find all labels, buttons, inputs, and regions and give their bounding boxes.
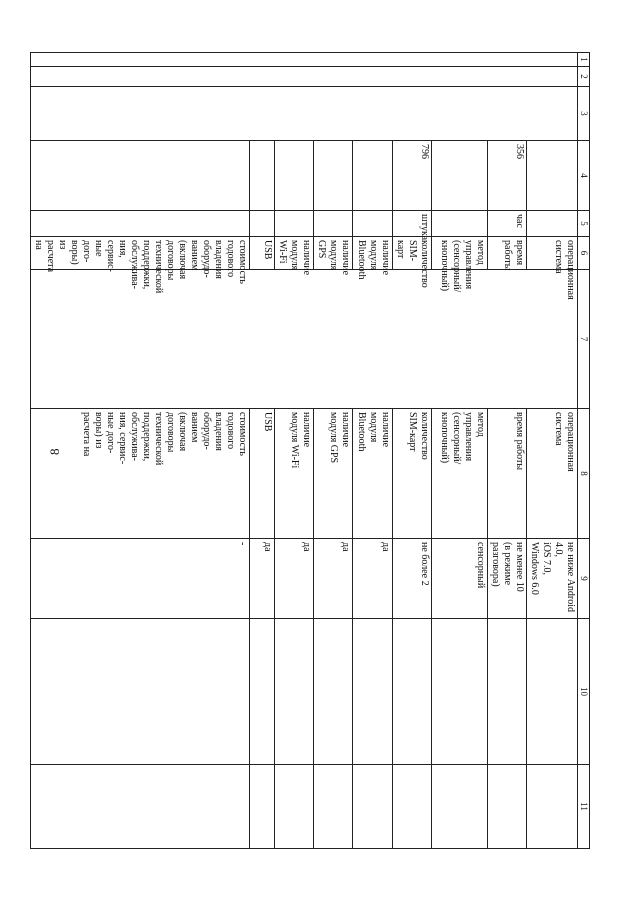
- cell-unit: [393, 211, 432, 241]
- cell-text: операционная система: [553, 412, 576, 472]
- cell-unit: [432, 211, 488, 237]
- cell-col11: [527, 765, 578, 849]
- cell-parameter: [31, 237, 250, 294]
- cell-text: час: [514, 214, 525, 228]
- cell-text: сенсорный: [475, 542, 486, 589]
- cell-text: не более 2: [419, 542, 430, 586]
- page-number: 8: [47, 448, 62, 455]
- cell-col11: [432, 765, 488, 849]
- cell-text: USB: [262, 412, 273, 432]
- cell-col11: [488, 765, 527, 849]
- cell-parameter: [275, 237, 314, 276]
- cell-col11: [314, 765, 353, 849]
- table-row: [393, 53, 432, 849]
- cell-code: [314, 141, 353, 211]
- cell-text: наличие модуля Wi-Fi: [277, 240, 312, 276]
- cell-col11: [353, 765, 393, 849]
- cell-col11: [31, 765, 250, 849]
- cell-text: время работы: [514, 412, 525, 471]
- cell-value: [527, 539, 578, 619]
- cell-text: количество SIM-карт: [407, 412, 430, 460]
- cell-text: штука: [419, 214, 430, 241]
- cell-text: да: [340, 542, 351, 552]
- cell-parameter: [353, 237, 393, 280]
- cell-text: стоимость годового владения оборудо- ванием (включая договоры технической поддержки, обслужива- ния, сервис- ные дого- воры) из расчета на: [33, 240, 248, 294]
- cell-text: да: [262, 542, 273, 552]
- cell-text: наличие модуля Bluetooth: [356, 412, 391, 452]
- cell-col2: [31, 67, 578, 87]
- cell-unit: [31, 211, 250, 237]
- cell-parameter: [527, 409, 578, 539]
- cell-value: [275, 539, 314, 619]
- column-number-row: [578, 53, 590, 849]
- table-row: [353, 53, 393, 849]
- cell-value: [393, 539, 432, 619]
- cell-text: время работы: [502, 240, 525, 271]
- cell-value: [250, 539, 275, 619]
- cell-value: [353, 539, 393, 619]
- cell-col10: [527, 619, 578, 765]
- table-row: [31, 53, 250, 849]
- table-row: [250, 53, 275, 849]
- cell-col10: [250, 619, 275, 765]
- table-row: [275, 53, 314, 849]
- table-row: [527, 53, 578, 849]
- cell-code: [527, 141, 578, 211]
- cell-text: не менее 10 (в режиме разговора): [490, 542, 525, 592]
- cell-parameter: [432, 409, 488, 539]
- cell-text: наличие модуля GPS: [316, 240, 351, 276]
- cell-code: [488, 141, 527, 211]
- column-number: 11: [578, 765, 590, 849]
- cell-value: [488, 539, 527, 619]
- cell-col10: [314, 619, 353, 765]
- cell-parameter: [488, 237, 527, 270]
- cell-parameter: [250, 237, 275, 270]
- cell-text: метод управления (сенсорный/ кнопочный): [439, 412, 486, 465]
- table-row: [488, 53, 527, 849]
- column-number: 3: [578, 87, 590, 141]
- cell-parameter: [393, 237, 432, 288]
- cell-parameter: [432, 237, 488, 293]
- cell-text: наличие модуля Bluetooth: [356, 240, 391, 280]
- cell-value: [31, 539, 250, 619]
- cell-code: [250, 141, 275, 211]
- cell-col11: [393, 765, 432, 849]
- cell-text: метод управления (сенсорный/ кнопочный): [439, 240, 486, 293]
- cell-parameter: [314, 409, 353, 539]
- cell-col11: [275, 765, 314, 849]
- column-number: 8: [578, 409, 590, 539]
- spec-table-rotated: [33, 52, 590, 848]
- cell-col11: [250, 765, 275, 849]
- cell-unit: [353, 211, 393, 237]
- cell-parameter: [527, 237, 578, 300]
- cell-code: [275, 141, 314, 211]
- column-number: 4: [578, 141, 590, 211]
- cell-col10: [432, 619, 488, 765]
- cell-code: [31, 141, 250, 211]
- cell-text: USB: [262, 240, 273, 260]
- cell-parameter: [353, 409, 393, 539]
- cell-text: наличие модуля Wi-Fi: [289, 412, 312, 469]
- cell-unit: [527, 211, 578, 237]
- cell-col10: [31, 619, 250, 765]
- table-row: [314, 53, 353, 849]
- spec-table: [30, 52, 590, 849]
- cell-parameter: [275, 409, 314, 539]
- cell-unit: [314, 211, 353, 237]
- cell-code: [393, 141, 432, 211]
- column-number: 1: [578, 53, 590, 67]
- cell-text: количество SIM-карт: [395, 240, 430, 288]
- cell-col3: [31, 87, 578, 141]
- cell-parameter: [488, 409, 527, 539]
- cell-value: [314, 539, 353, 619]
- cell-text: наличие модуля GPS: [328, 412, 351, 464]
- cell-text: 356: [514, 144, 525, 159]
- cell-text: да: [380, 542, 391, 552]
- cell-unit: [275, 211, 314, 237]
- table-row: [432, 53, 488, 849]
- column-number: 5: [578, 211, 590, 237]
- cell-col10: [393, 619, 432, 765]
- column-number: 7: [578, 270, 590, 409]
- cell-code: [432, 141, 488, 211]
- cell-value: [432, 539, 488, 619]
- cell-text: -: [237, 542, 248, 546]
- cell-text: 796: [419, 144, 430, 159]
- column-number: 2: [578, 67, 590, 87]
- cell-col10: [488, 619, 527, 765]
- cell-unit: [488, 211, 527, 237]
- column-number: 10: [578, 619, 590, 765]
- cell-text: да: [301, 542, 312, 552]
- cell-col10: [353, 619, 393, 765]
- column-number: 6: [578, 237, 590, 270]
- cell-text: не ниже Android 4.0, iOS 7.0, Windows 6.0: [529, 542, 576, 613]
- column-number: 9: [578, 539, 590, 619]
- cell-col10: [275, 619, 314, 765]
- cell-text: стоимость годового владения оборудо- ванием (включая договоры технической поддержки, обслужива- ния, сервис- ные дого- воры) из расчета на: [81, 412, 248, 466]
- cell-parameter: [393, 409, 432, 539]
- cell-col7: [31, 270, 578, 409]
- cell-unit: [250, 211, 275, 237]
- cell-text: операционная система: [553, 240, 576, 300]
- cell-parameter: [250, 409, 275, 539]
- cell-parameter: [314, 237, 353, 276]
- cell-col1: [31, 53, 578, 67]
- cell-parameter: [31, 409, 250, 539]
- cell-code: [353, 141, 393, 211]
